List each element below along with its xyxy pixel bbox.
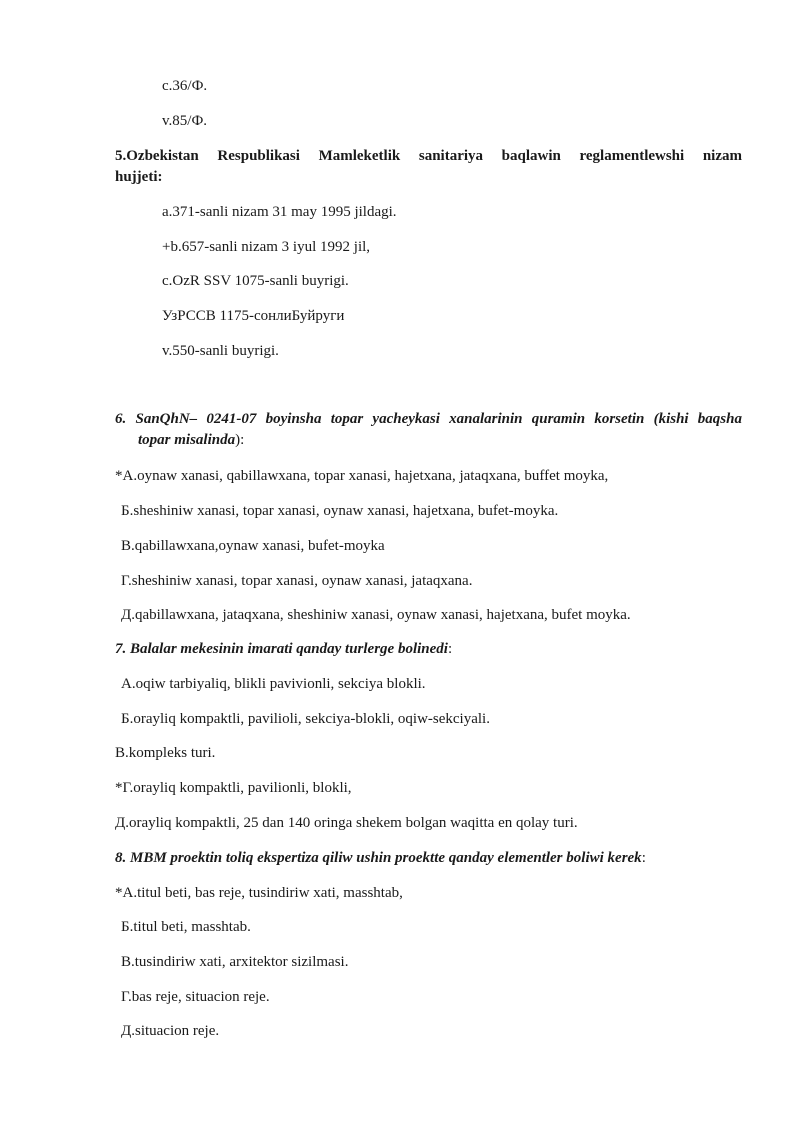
question-6-option-v: B.qabillawxana,oynaw xanasi, bufet-moyka [121, 538, 385, 554]
question-6-title-line1: 6. SanQhN– 0241-07 boyinsha topar yacheykasi xanalarinin quramin korsetin (kishi baqsha [115, 411, 742, 427]
question-7-title-suffix: : [447, 641, 453, 657]
question-5-title [115, 146, 742, 188]
question-6-title-line2: topar misalinda [138, 432, 236, 448]
question-8-option-b: Б.titul beti, masshtab. [121, 919, 251, 935]
question-7-option-d: Д.orayliq kompaktli, 25 dan 140 oringa shekem bolgan waqitta en qolay turi. [115, 815, 578, 831]
question-6-option-a: *A.oynaw xanasi, qabillawxana, topar xanasi, hajetxana, jataqxana, buffet moyka, [115, 468, 609, 484]
question-8-title-text: 8. MBM proektin toliq ekspertiza qiliw ushin proektte qanday elementler boliwi kerek [115, 850, 642, 866]
question-7-title-text: 7. Balalar mekesinin imarati qanday turlerge bolinedi [115, 641, 448, 657]
question-5-option-a: a.371-sanli nizam 31 may 1995 jildagi. [162, 204, 397, 220]
question-5-option-b: +b.657-sanli nizam 3 iyul 1992 jil, [162, 239, 371, 255]
question-8-title-suffix: : [641, 850, 646, 866]
question-5-title-line2: hujjeti: [115, 169, 163, 185]
question-6-title [115, 409, 742, 451]
q4-option-v: v.85/Ф. [162, 113, 208, 129]
question-6-option-d: Д.qabillawxana, jataqxana, sheshiniw xanasi, oynaw xanasi, hajetxana, bufet moyka. [121, 607, 631, 623]
question-7-title [115, 640, 452, 658]
question-8-option-g: Г.bas reje, situacion reje. [121, 989, 270, 1005]
question-7-option-a: A.oqiw tarbiyaliq, blikli pavivionli, sekciya blokli. [121, 676, 426, 692]
question-7-option-v: B.kompleks turi. [115, 745, 216, 761]
question-7-option-b: Б.orayliq kompaktli, pavilioli, sekciya-blokli, oqiw-sekciyali. [121, 711, 490, 727]
question-6-option-b: Б.sheshiniw xanasi, topar xanasi, oynaw xanasi, hajetxana, bufet-moyka. [121, 503, 559, 519]
question-8-title [115, 849, 646, 867]
question-7-option-g: *Г.orayliq kompaktli, pavilionli, blokli, [115, 780, 352, 796]
question-5-option-c: c.OzR SSV 1075-sanli buyrigi. [162, 273, 349, 289]
question-8-option-v: B.tusindiriw xati, arxitektor sizilmasi. [121, 954, 349, 970]
question-8-option-d: Д.situacion reje. [121, 1023, 220, 1039]
question-6-title-suffix: ): [235, 432, 245, 448]
question-6-option-g: Г.sheshiniw xanasi, topar xanasi, oynaw xanasi, jataqxana. [121, 573, 473, 589]
question-5-title-line1: 5.Ozbekistan Respublikasi Mamleketlik sanitariya baqlawin reglamentlewshi nizam [115, 148, 742, 164]
question-5-option-v: v.550-sanli buyrigi. [162, 343, 279, 359]
question-8-option-a: *A.titul beti, bas reje, tusindiriw xati, masshtab, [115, 885, 403, 901]
question-5-option-uz: УзРССВ 1175-сонлиБуйруги [162, 308, 345, 324]
q4-option-c: c.36/Ф. [162, 78, 208, 94]
